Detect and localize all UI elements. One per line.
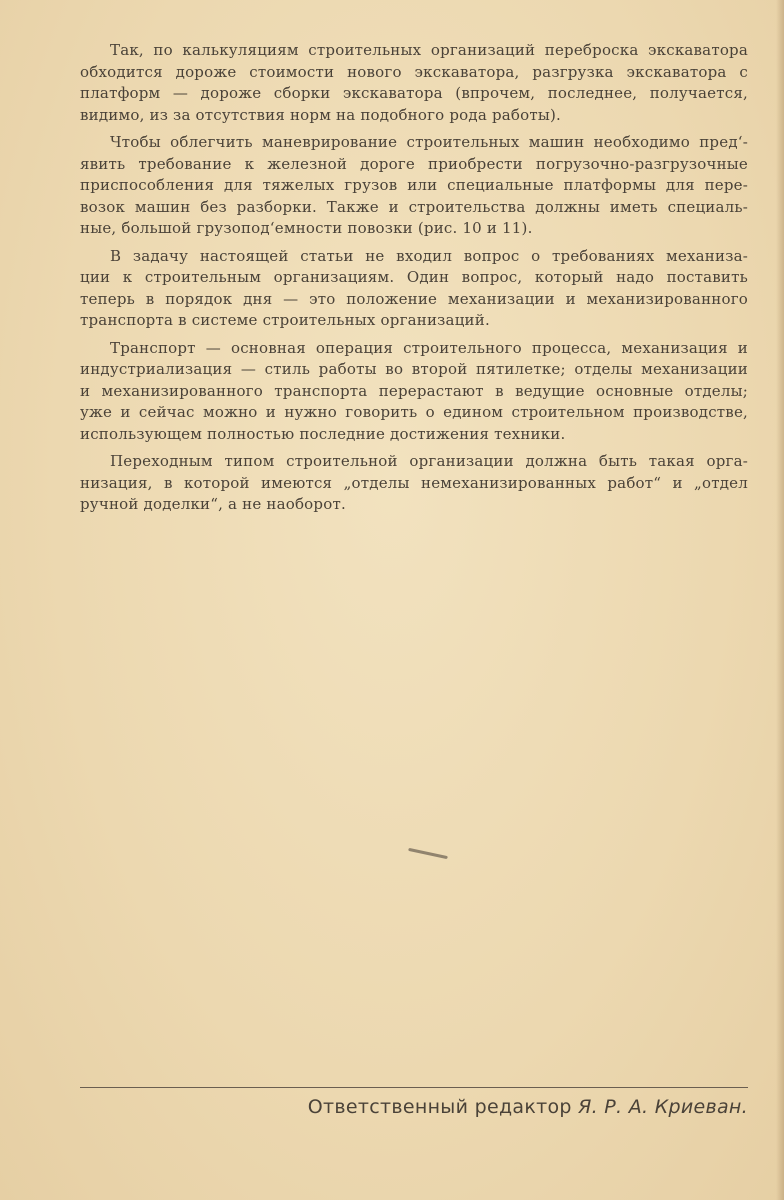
- footer-rule: [80, 1087, 748, 1088]
- text-line: ные, большой грузопод‘емности повозки (рис. 10 и 11).: [80, 219, 533, 237]
- body-text: [80, 40, 748, 522]
- paragraph-2: [80, 132, 748, 240]
- ink-smudge: [408, 848, 448, 859]
- text-line: уже и сейчас можно и нужно говорить о едином строительном производстве,: [80, 403, 748, 421]
- paragraph-5: [80, 451, 748, 516]
- text-line: индустриализация — стиль работы во второй пятилетке; отделы механизации: [80, 360, 748, 378]
- text-line: явить требование к железной дороге приобрести погрузочно-разгрузочные: [80, 154, 748, 173]
- text-line: использующем полностью последние достижения техники.: [80, 424, 566, 443]
- editor-label: Ответственный редактор: [307, 1096, 572, 1118]
- text-line: Так, по калькуляциям строительных организаций переброска экскаватора: [110, 41, 748, 59]
- text-line: Переходным типом строительной организации должна быть такая орга-: [110, 452, 748, 470]
- editor-credit: [308, 1096, 748, 1118]
- text-line: и механизированного транспорта перерастают в ведущие основные отделы;: [80, 381, 748, 400]
- paragraph-1: [80, 40, 748, 126]
- text-line: теперь в порядок дня — это положение механизации и механизированного: [80, 289, 748, 308]
- text-line: платформ — дороже сборки экскаватора (впрочем, последнее, получается,: [80, 84, 748, 102]
- paragraph-3: [80, 246, 748, 332]
- text-line: Чтобы облегчить маневрирование строительных машин необходимо пред‘-: [110, 133, 748, 151]
- text-line: ции к строительным организациям. Один вопрос, который надо поставить: [80, 268, 748, 286]
- text-line: ручной доделки“, а не наоборот.: [80, 495, 346, 513]
- page-edge-shadow: [776, 0, 784, 1200]
- text-line: транспорта в системе строительных организаций.: [80, 311, 490, 329]
- text-line: низация, в которой имеются „отделы немеханизированных работ“ и „отдел: [80, 473, 748, 492]
- text-line: В задачу настоящей статьи не входил вопрос о требованиях механиза-: [110, 246, 748, 265]
- text-line: обходится дороже стоимости нового экскаватора, разгрузка экскаватора с: [80, 62, 748, 81]
- text-line: возок машин без разборки. Также и строительства должны иметь специаль-: [80, 197, 748, 216]
- editor-name: Я. Р. А. Криеван.: [578, 1096, 748, 1118]
- text-line: приспособления для тяжелых грузов или специальные платформы для пере-: [80, 176, 748, 194]
- text-line: видимо, из за отсутствия норм на подобного рода работы).: [80, 105, 562, 124]
- paragraph-4: [80, 338, 748, 446]
- text-line: Транспорт — основная операция строительного процесса, механизация и: [110, 338, 748, 357]
